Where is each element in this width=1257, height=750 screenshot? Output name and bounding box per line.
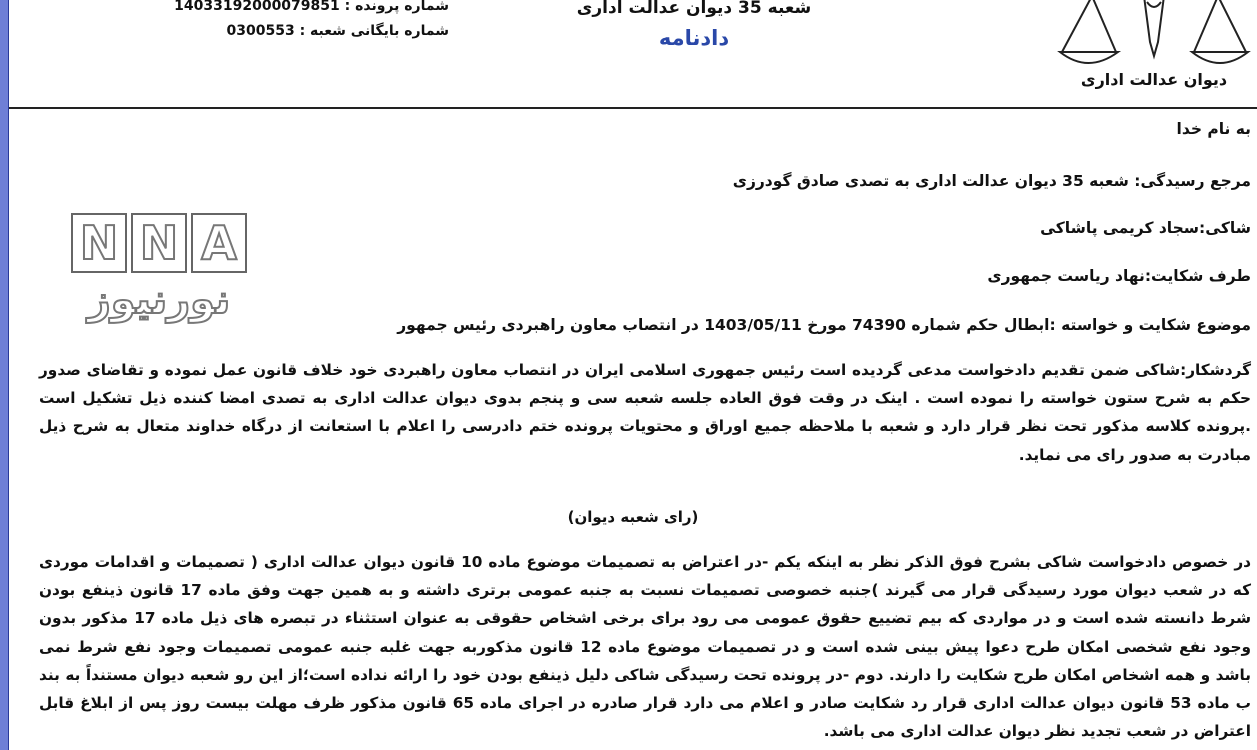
case-info [129,0,449,44]
document-type: دادنامه [658,26,730,50]
archive-number: شماره بایگانی شعبه : 0300553 [226,23,449,39]
watermark-letter: A [191,213,247,273]
document-heading [529,0,859,50]
watermark-letter: N [131,213,187,273]
defendant-line: طرف شکایت:نهاد ریاست جمهوری [987,267,1251,285]
ruling-paragraph: در خصوص دادخواست شاکی بشرح فوق الذکر نظر به اینکه یکم -در اعتراض به تصمیمات موضوع ماده 10 قانون دیوان عدالت اداری ( تصمیمات و اقدامات موردی که در شعب دیوان مورد رسیدگی قرار می گیرند )جنبه خصوصی تصمیمات نسبت به جنبه عمومی برتری داشته و به همین جهت وفق ماده 17 قانون ذینفع بودن شرط دانسته شده است و در مواردی که بیم تضییع حقوق عمومی می رود برای برخی اشخاص حقوقی به عنوان استثناء در تبصره های ذیل ماده 17 مذکور بدون وجود نفع شخصی امکان طرح دعوا پیش بینی شده است و در تصمیمات موضوع ماده 12 قانون مذکوربه جهت غلبه جنبه عمومی تصمیمات وجود نفع شرط نمی باشد و همه اشخاص امکان طرح شکایت را دارند. دوم -در پرونده تحت رسیدگی شاکی دلیل ذینفع بودن خود را ارائه نداده است؛از این رو شعبه دیوان مستنداً به بند ب ماده 53 قانون دیوان عدالت اداری قرار رد شکایت صادر و اعلام می دارد قرار صادره در اجرای ماده 65 قانون مذکور ظرف مهلت بیست روز پس از ابلاغ قابل اعتراض در شعب تجدید نظر دیوان عدالت اداری می باشد. [39,553,1251,741]
watermark-letter: N [71,213,127,273]
court-name: دیوان عدالت اداری [1080,70,1228,89]
proceedings-paragraph: گردشکار:شاکی ضمن تقدیم دادخواست مدعی گردیده است رئیس جمهوری اسلامی ایران در انتصاب معاون راهبردی خود خلاف قانون عمل نموده و تقاضای صدور حکم به شرح ستون خواسته را نموده است . اینک در وقت فوق العاده جلسه شعبه سی و پنجم بدوی دیوان عدالت اداری به تصدی امضا کننده ذیل تشکیل است .پرونده کلاسه مذکور تحت نظر قرار دارد و شعبه با ملاحظه جمیع اوراق و محتویات پرونده ختم دادرسی را اعلام با استعانت از درگاه خداوند متعال به شرح ذیل مبادرت به صدور رای می نماید. [39,361,1251,464]
watermark-subtitle: نورنیوز [87,277,231,323]
left-frame-border [0,0,8,750]
ruling-title: (رای شعبه دیوان) [567,508,699,526]
watermark-logo [71,213,247,329]
plaintiff-line: شاکی:سجاد کریمی پاشاکی [1040,219,1251,237]
scales-of-justice-icon [1054,0,1254,74]
branch-name: شعبه 35 دیوان عدالت اداری [576,0,812,18]
subject-line: موضوع شکایت و خواسته :ابطال حکم شماره 74390 مورخ 1403/05/11 در انتصاب معاون راهبردی رئیس جمهور [397,316,1251,334]
case-number: شماره پرونده : 14033192000079851 [174,0,449,14]
verdict-document [9,0,1257,750]
authority-line: مرجع رسیدگی: شعبه 35 دیوان عدالت اداری به تصدی صادق گودرزی [732,172,1251,190]
header-divider [9,107,1257,109]
court-emblem [1049,0,1257,106]
invocation: به نام خدا [1176,120,1251,138]
